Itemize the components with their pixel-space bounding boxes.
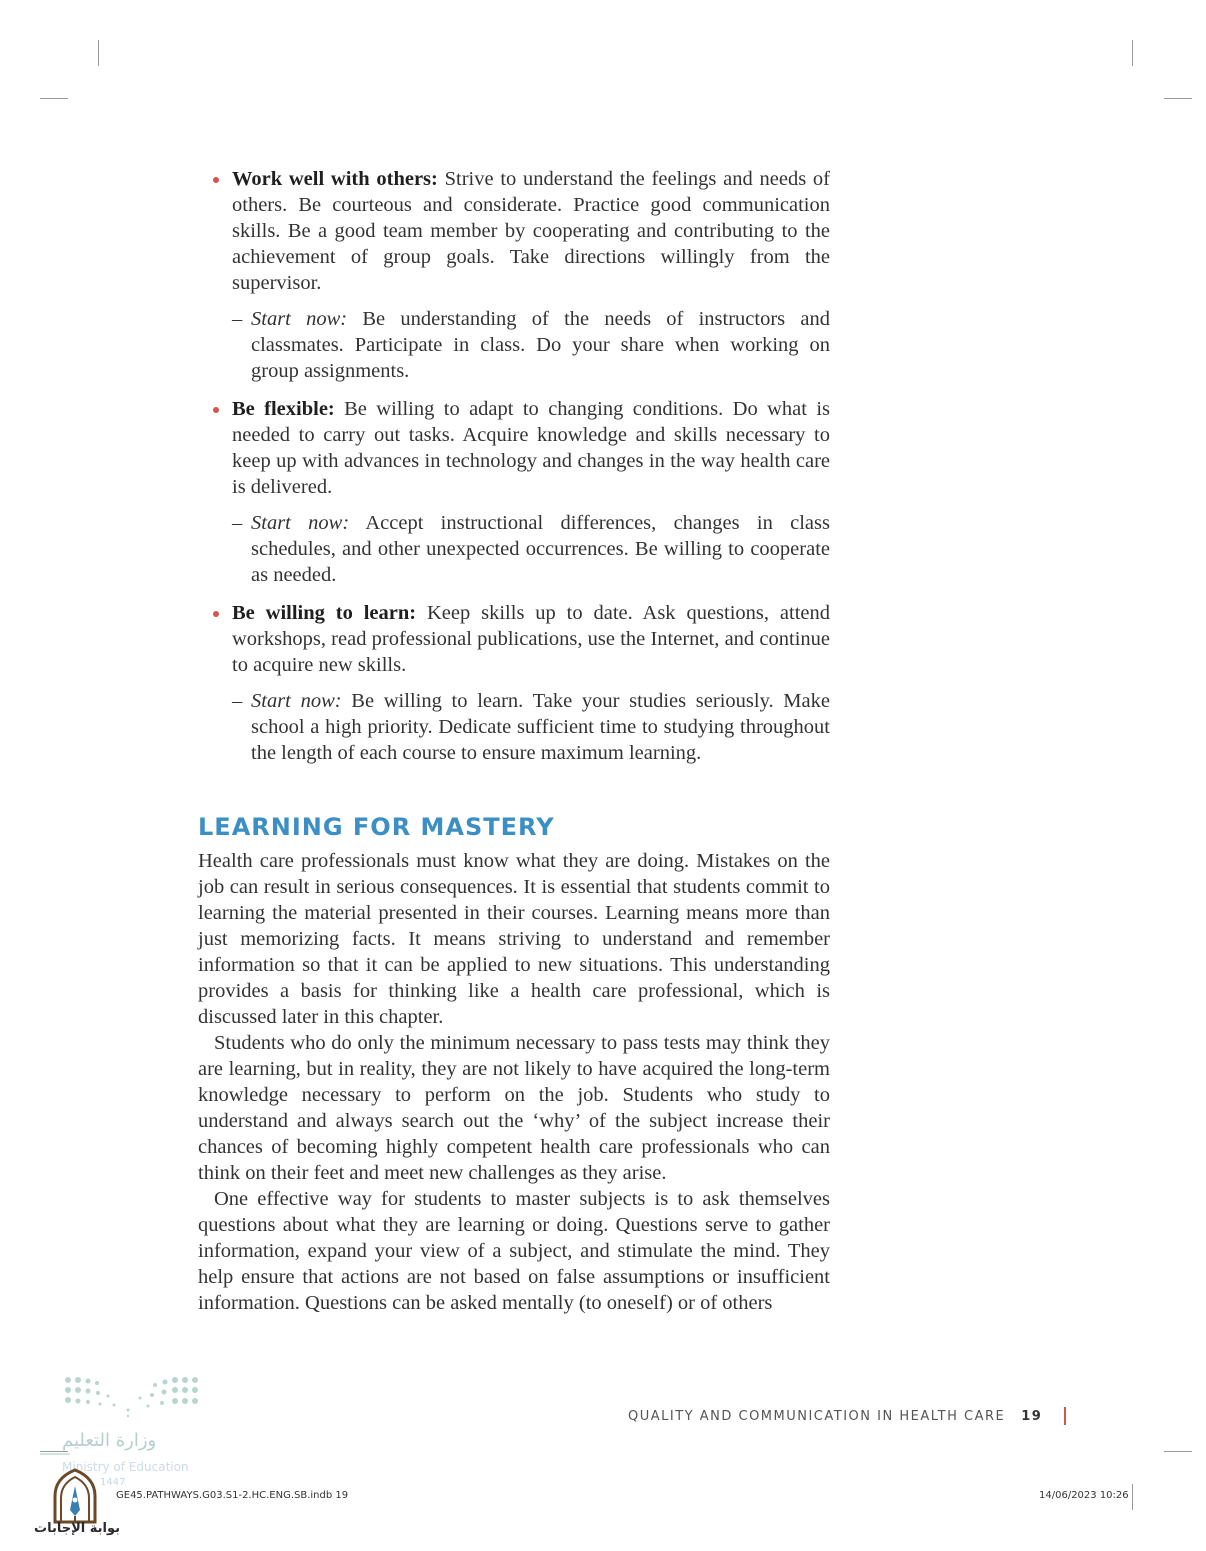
ministry-name-arabic: وزارة التعليم <box>62 1430 157 1451</box>
ministry-year: 1447 <box>100 1477 126 1488</box>
gateway-label: بوابة الإجابات <box>34 1521 120 1536</box>
start-now-label: Start now: <box>251 690 342 712</box>
bullet-text: Keep skills up to date. Ask questions, attend workshops, read professional publications, use the Internet, and continue to acquire new skills. <box>232 602 830 676</box>
slug-file: GE45.PATHWAYS.G03.S1-2.HC.ENG.SB.indb 19 <box>116 1490 349 1501</box>
bullet-dot <box>213 611 219 617</box>
crop-mark-bottom-right-v <box>1132 1484 1133 1510</box>
ministry-name-english: Ministry of Education <box>62 1460 189 1474</box>
section-heading: LEARNING FOR MASTERY <box>198 813 555 841</box>
bullet-dot <box>213 177 219 183</box>
bullet-item-willing-to-learn <box>198 600 830 678</box>
start-now-text: Be willing to learn. Take your studies seriously. Make school a high priority. Dedicate sufficient time to studying throughout the length of each course to ensure maximum learning. <box>251 690 830 764</box>
start-now-text: Be understanding of the needs of instructors and classmates. Participate in class. Do your share when working on group assignments. <box>251 308 831 382</box>
body-paragraph: Students who do only the minimum necessary to pass tests may think they are learning, but in reality, they are not likely to have acquired the long-term knowledge necessary to perform on the job. Students who study to understand and always search out the ‘why’ of the subject increase their chances of becoming highly competent health care professionals who can think on their feet and meet new challenges as they arise. <box>198 1032 830 1184</box>
bullet-item-work-well <box>198 166 830 296</box>
crop-mark-top-right-v <box>1132 40 1133 66</box>
bullet-title: Work well with others: <box>232 168 438 190</box>
crop-mark-top-left-h <box>40 98 68 99</box>
bullet-title: Be flexible: <box>232 398 335 420</box>
dash-icon: – <box>232 690 243 712</box>
dash-icon: – <box>232 512 243 534</box>
bullet-item-flexible <box>198 396 830 500</box>
body-paragraph: Health care professionals must know what they are doing. Mistakes on the job can result in serious consequences. It is essential that students commit to learning the material presented in their courses. Learning means more than just memorizing facts. It means striving to understand and remember information so that it can be applied to new situations. This understanding provides a basis for thinking like a health care professional, which is discussed later in this chapter. <box>198 850 830 1028</box>
crop-mark-top-right-h <box>1164 98 1192 99</box>
text-column <box>198 166 830 1316</box>
start-now-item <box>198 306 830 384</box>
bullet-text: Be willing to adapt to changing conditions. Do what is needed to carry out tasks. Acquire knowledge and skills necessary to keep up with advances in technology and changes in the way health care is delivered. <box>232 398 830 498</box>
running-footer <box>628 1407 1066 1425</box>
start-now-item <box>198 510 830 588</box>
body-paragraph: One effective way for students to master subjects is to ask themselves questions about what they are learning or doing. Questions serve to gather information, expand your view of a subject, and stimulate the mind. They help ensure that actions are not based on false assumptions or insufficient information. Questions can be asked mentally (to oneself) or of others <box>198 1188 830 1314</box>
page-rule <box>1064 1407 1066 1425</box>
dash-icon: – <box>232 308 243 330</box>
page-number: 19 <box>1021 1408 1043 1424</box>
slug-date: 14/06/2023 10:26 <box>1039 1490 1129 1501</box>
start-now-item <box>198 688 830 766</box>
running-head: QUALITY AND COMMUNICATION IN HEALTH CARE <box>628 1408 1006 1424</box>
bullet-title: Be willing to learn: <box>232 602 417 624</box>
start-now-label: Start now: <box>251 512 350 534</box>
start-now-label: Start now: <box>251 308 348 330</box>
bullet-text: Strive to understand the feelings and needs of others. Be courteous and considerate. Practice good communication skills. Be a good team member by cooperating and contributing to the achievement of group goals. Take directions willingly from the supervisor. <box>232 168 831 294</box>
bullet-list <box>198 166 830 766</box>
start-now-text: Accept instructional differences, changes in class schedules, and other unexpected occurrences. Be willing to cooperate as needed. <box>251 512 830 586</box>
crop-mark-top-left-v <box>98 40 99 66</box>
bullet-dot <box>213 407 219 413</box>
crop-mark-bottom-right-h <box>1164 1451 1192 1452</box>
